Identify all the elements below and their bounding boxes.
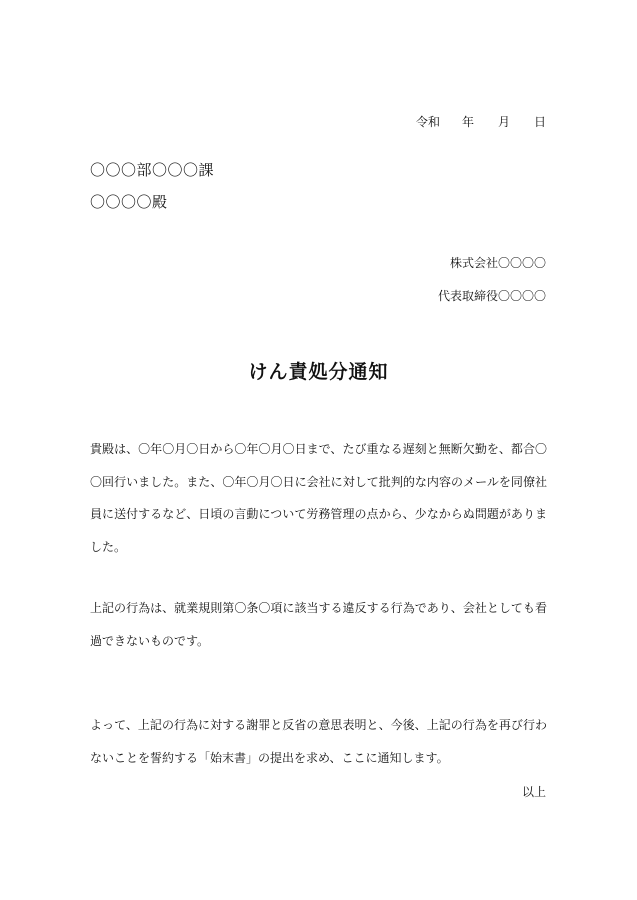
sender-representative: 代表取締役〇〇〇〇 bbox=[437, 289, 546, 303]
date-day: 日 bbox=[533, 115, 546, 129]
closing-text: 以上 bbox=[521, 785, 546, 799]
body-paragraph-1: 貴殿は、〇年〇月〇日から〇年〇月〇日まで、たび重なる遅刻と無断欠勤を、都合〇〇回行いました。また、〇年〇月〇日に会社に対して批判的な内容のメールを同僚社員に送付するなど、日頃の言動について労務管理の点から、少なからぬ問題がありました。 bbox=[90, 442, 547, 554]
date-year: 年 bbox=[461, 115, 474, 129]
date-month: 月 bbox=[497, 115, 510, 129]
date-era: 令和 bbox=[415, 115, 440, 129]
recipient-department: 〇〇〇部〇〇〇課 bbox=[90, 161, 215, 179]
recipient-name: 〇〇〇〇殿 bbox=[90, 193, 168, 211]
date-line bbox=[416, 113, 546, 131]
document-title: けん責処分通知 bbox=[248, 361, 389, 383]
body-paragraph-2: 上記の行為は、就業規則第〇条〇項に該当する違反する行為であり、会社としても看過できないものです。 bbox=[90, 601, 547, 648]
body-paragraph-3: よって、上記の行為に対する謝罪と反省の意思表明と、今後、上記の行為を再び行わないことを誓約する「始末書」の提出を求め、ここに通知します。 bbox=[90, 718, 547, 765]
sender-company: 株式会社〇〇〇〇 bbox=[449, 256, 546, 270]
